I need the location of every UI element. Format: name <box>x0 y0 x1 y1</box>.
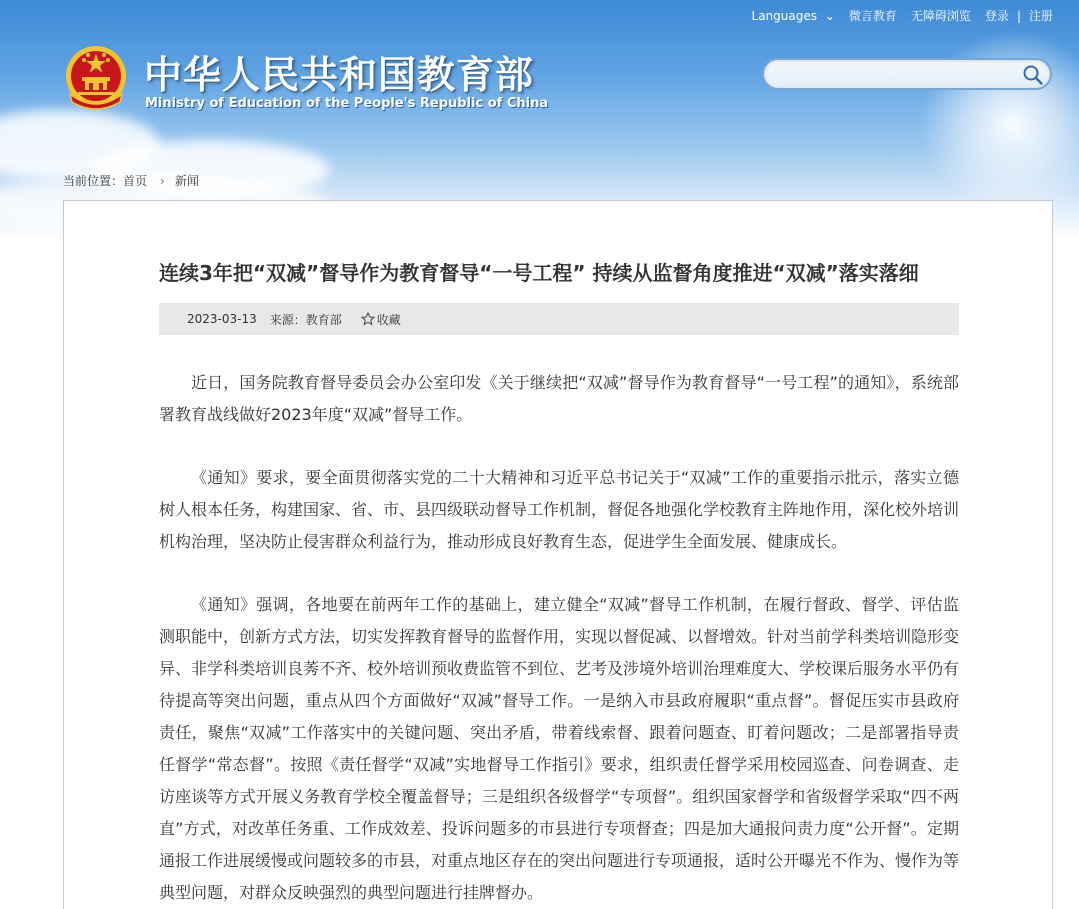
national-emblem-icon <box>64 44 128 112</box>
breadcrumb-prefix: 当前位置： <box>63 174 124 188</box>
breadcrumb <box>63 172 199 189</box>
article-paragraph: 《通知》要求，要全面贯彻落实党的二十大精神和习近平总书记关于“双减”工作的重要指示批示，落实立德树人根本任务，构建国家、省、市、县四级联动督导工作机制，督促各地强化学校教育主阵地作用，深化校外培训机构治理，坚决防止侵害群众利益行为，推动形成良好教育生态，促进学生全面发展、健康成长。 <box>159 468 960 551</box>
article-meta-bar <box>159 303 959 335</box>
search-icon[interactable] <box>1022 64 1044 86</box>
chevron-down-icon: ⌄ <box>824 8 835 23</box>
favorite-label: 收藏 <box>376 312 401 327</box>
article-body <box>159 367 959 909</box>
article-paragraph: 近日，国务院教育督导委员会办公室印发《关于继续把“双减”督导作为教育督导“一号工程”的通知》，系统部署教育战线做好2023年度“双减”督导工作。 <box>159 373 959 424</box>
article-date: 2023-03-13 <box>187 312 257 326</box>
article-paragraph: 《通知》强调，各地要在前两年工作的基础上，建立健全“双减”督导工作机制，在履行督政、督学、评估监测职能中，创新方式方法，切实发挥教育督导的监督作用，实现以督促减、以督增效。针对当前学科类培训隐形变异、非学科类培训良莠不齐、校外培训预收费监管不到位、艺考及涉境外培训治理难度大、学校课后服务水平仍有待提高等突出问题，重点从四个方面做好“双减”督导工作。一是纳入市县政府履职“重点督”。督促压实市县政府责任，聚焦“双减”工作落实中的关键问题、突出矛盾，带着线索督、跟着问题查、盯着问题改；二是部署指导责任督学“常态督”。按照《责任督学“双减”实地督导工作指引》要求，组织责任督学采用校园巡查、问卷调查、走访座谈等方式开展义务教育学校全覆盖督导；三是组织各级督学“专项督”。组织国家督学和省级督学采取“四不两直”方式，对改革任务重、工作成效差、投诉问题多的市县进行专项督查；四是加大通报问责力度“公开督”。定期通报工作进展缓慢或问题较多的市县，对重点地区存在的突出问题进行专项通报，适时公开曝光不作为、慢作为等典型问题，对群众反映强烈的典型问题进行挂牌督办。 <box>159 595 960 902</box>
languages-menu[interactable] <box>752 9 835 23</box>
languages-label: Languages <box>751 8 817 23</box>
favorite-button[interactable] <box>361 311 401 328</box>
site-title: 中华人民共和国教育部 <box>144 53 535 97</box>
search-input[interactable] <box>776 65 1016 83</box>
breadcrumb-current-link[interactable]: 新闻 <box>174 174 199 188</box>
accessibility-link[interactable]: 无障碍浏览 <box>910 9 971 23</box>
top-links <box>752 7 1053 24</box>
link-separator: | <box>1016 8 1021 23</box>
breadcrumb-home-link[interactable]: 首页 <box>123 174 148 188</box>
chevron-right-icon: › <box>160 173 165 188</box>
weiyan-link[interactable]: 微言教育 <box>848 9 897 23</box>
search-box <box>762 58 1052 90</box>
article-title: 连续3年把“双减”督导作为教育督导“一号工程” 持续从监督角度推进“双减”落实落细 <box>159 261 919 285</box>
star-icon <box>361 312 375 326</box>
register-link[interactable]: 注册 <box>1028 9 1053 23</box>
article-source: 来源：教育部 <box>269 312 342 327</box>
site-subtitle: Ministry of Education of the People's Republic of China <box>145 96 549 111</box>
login-link[interactable]: 登录 <box>984 9 1009 23</box>
article-container <box>63 200 1053 909</box>
